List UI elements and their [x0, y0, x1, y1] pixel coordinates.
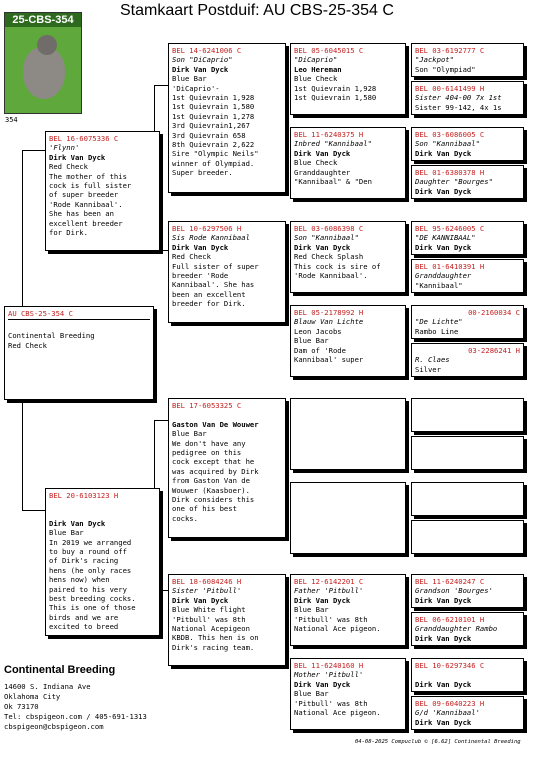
card-line: paired to his very — [49, 584, 127, 594]
ring-number: BEL 11-6240247 C — [415, 577, 485, 586]
ring-number: BEL 01-6410391 H — [415, 262, 485, 271]
card-line: Kannibaal' super — [294, 355, 364, 365]
sire-card[interactable] — [45, 131, 160, 251]
ring-number: BEL 11-6240160 H — [294, 661, 364, 670]
breeder-name: Dirk Van Dyck — [294, 148, 351, 158]
connector — [22, 150, 45, 151]
card-line: hens now) when — [49, 575, 110, 585]
contact-email[interactable]: cbspigeon@cbspigeon.com — [4, 722, 104, 731]
ring-number: BEL 95-6246005 C — [415, 224, 485, 233]
card-line: "Kannibaal" & "Den — [294, 177, 372, 187]
card-line: best breeding cocks. — [49, 594, 136, 604]
empty-card[interactable] — [411, 520, 524, 554]
card-line: G/d 'Kannibaal' — [415, 708, 480, 718]
great-grandparent-card[interactable] — [290, 43, 406, 115]
empty-card[interactable] — [290, 398, 406, 470]
ring-number: BEL 00-6141499 H — [415, 84, 485, 93]
card-line: Red Check — [8, 340, 47, 350]
ring-number: BEL 09-6040223 H — [415, 699, 485, 708]
ring-number: BEL 12-6142201 C — [294, 577, 364, 586]
card-line: Blue White flight — [172, 605, 246, 615]
card-line: Red Check Splash — [294, 252, 364, 262]
card-line: breeder for Dirk. — [172, 299, 246, 309]
card-line: was acquired by Dirk — [172, 466, 259, 476]
ring-number: BEL 01-6380378 H — [415, 168, 485, 177]
great-grandparent-card[interactable] — [290, 221, 406, 293]
card-line: In 2019 we arranged — [49, 537, 132, 547]
pigeon-head-shape — [37, 35, 57, 55]
breeder-name: Dirk Van Dyck — [172, 64, 229, 74]
print-meta: 04-08-2025 Compuclub © [6.62] Continental Breeding — [355, 739, 521, 745]
card-line: R. Claes — [415, 355, 450, 365]
ring-number: BEL 20-6103123 H — [49, 491, 119, 500]
breeder-name: Dirk Van Dyck — [172, 595, 229, 605]
ancestor-card[interactable] — [411, 127, 524, 161]
card-line: 'Rode Kannibaal'. — [294, 271, 368, 281]
card-line: Blue Bar — [172, 74, 207, 84]
card-line: Blauw Van Lichte — [294, 317, 364, 327]
card-line: 'Flynn' — [49, 143, 80, 153]
address-line: Oklahoma City — [4, 692, 61, 701]
breeder-name: Dirk Van Dyck — [294, 595, 351, 605]
card-line: Rambo Line — [415, 326, 459, 336]
card-line: cock except that he — [172, 457, 255, 467]
card-line: breeder 'Rode — [172, 271, 229, 281]
ring-number: BEL 03-6086398 C — [294, 224, 364, 233]
card-line: Mother 'Pitbull' — [294, 670, 364, 680]
breeder-name: Gaston Van De Wouwer — [172, 419, 259, 429]
ancestor-card[interactable] — [411, 165, 524, 199]
grandparent-card[interactable] — [168, 398, 286, 538]
address-line: 14600 S. Indiana Ave — [4, 682, 91, 691]
card-line: 1st Quievrain 1,278 — [172, 111, 255, 121]
divider — [8, 319, 150, 320]
connector — [22, 400, 23, 510]
card-line: of Dirk's racing — [49, 556, 119, 566]
card-line: "DiCaprio" — [294, 55, 338, 65]
card-line: Continental Breeding — [8, 331, 95, 341]
card-line: hens (he only races — [49, 565, 132, 575]
card-line: "Jackpot" — [415, 55, 454, 65]
breeder-name: Dirk Van Dyck — [415, 148, 472, 158]
card-line: Dam of 'Rode — [294, 345, 346, 355]
connector — [22, 150, 23, 310]
card-line: to buy a round off — [49, 547, 127, 557]
card-line: Wouwer (Kaasboer). — [172, 485, 250, 495]
grandparent-card[interactable] — [168, 574, 286, 666]
ring-number: AU CBS-25-354 C — [8, 309, 73, 318]
card-line: Red Check — [49, 162, 88, 172]
card-line: for Dirk. — [49, 228, 88, 238]
card-line: National Acepigeon — [172, 624, 250, 634]
card-line: of super breeder — [49, 190, 119, 200]
card-line: 'DiCaprio'- — [172, 83, 220, 93]
great-grandparent-card[interactable] — [290, 305, 406, 377]
card-line: Granddaughter — [415, 271, 472, 281]
ring-number: BEL 03-6192777 C — [415, 46, 485, 55]
card-line: Full sister of super — [172, 261, 259, 271]
card-line: Granddaughter Rambo — [415, 624, 498, 634]
card-line: 1st Quievrain 1,928 — [172, 93, 255, 103]
ancestor-card[interactable] — [411, 43, 524, 77]
breeder-loft-name: Continental Breeding — [4, 664, 116, 676]
card-line: 8th Quievrain 2,622 — [172, 140, 255, 150]
card-line: from Gaston Van de — [172, 476, 250, 486]
ancestor-card[interactable] — [411, 81, 524, 115]
card-line: Dirk considers this — [172, 495, 255, 505]
ring-number: BEL 17-6053325 C — [172, 401, 242, 410]
grandparent-card[interactable] — [168, 43, 286, 193]
card-line: Sister 99-142, 4x 1s — [415, 102, 502, 112]
ring-number: BEL 03-6086005 C — [415, 130, 485, 139]
card-line: Super breeder. — [172, 168, 233, 178]
card-line: pedigree on this — [172, 448, 242, 458]
card-line: 'Pitbull' was 8th — [172, 614, 246, 624]
great-grandparent-card[interactable] — [290, 574, 406, 646]
card-line: National Ace pigeon. — [294, 708, 381, 718]
ring-number: BEL 05-6045015 C — [294, 46, 364, 55]
card-line: This is one of those — [49, 603, 136, 613]
ring-number: BEL 18-6084246 H — [172, 577, 242, 586]
card-line: 1st Quievrain 1,928 — [294, 83, 377, 93]
card-line: Son "DiCaprio" — [172, 55, 233, 65]
breeder-name: Dirk Van Dyck — [172, 242, 229, 252]
address-line: Ok 73170 — [4, 702, 39, 711]
contact-phone-web[interactable]: Tel: cbspigeon.com / 405-691-1313 — [4, 712, 147, 721]
card-line: excellent breeder — [49, 218, 123, 228]
breeder-name: Dirk Van Dyck — [294, 679, 351, 689]
card-line: 1st Quievrain 1,580 — [172, 102, 255, 112]
card-line: 'Rode Kannibaal'. — [49, 199, 123, 209]
card-line: Son "Olympiad" — [415, 64, 476, 74]
photo-tag: 25-CBS-354 — [5, 13, 81, 27]
page-title: Stamkaart Postduif: AU CBS-25-354 C — [120, 2, 394, 19]
ancestor-card[interactable] — [411, 259, 524, 293]
ring-number: BEL 14-6241006 C — [172, 46, 242, 55]
card-line: Blue Check — [294, 74, 338, 84]
card-line: 3rd Quievrain1,267 — [172, 121, 250, 131]
card-line: Father 'Pitbull' — [294, 586, 364, 596]
card-line: Sister 'Pitbull' — [172, 586, 242, 596]
card-line: "Kannibaal" — [415, 280, 463, 290]
card-line: This cock is sire of — [294, 261, 381, 271]
connector — [154, 85, 168, 86]
card-line: been an excellent — [172, 289, 246, 299]
ancestor-card[interactable] — [411, 658, 524, 692]
ring-number: BEL 10-6297506 H — [172, 224, 242, 233]
breeder-name: Leon Jacobs — [294, 326, 342, 336]
breeder-name: Dirk Van Dyck — [49, 518, 106, 528]
ancestor-card[interactable] — [411, 574, 524, 608]
card-line: We don't have any — [172, 438, 246, 448]
breeder-name: Dirk Van Dyck — [415, 679, 472, 689]
contact-block — [4, 682, 147, 732]
breeder-name: Dirk Van Dyck — [415, 595, 472, 605]
card-line: Kannibaal'. She has — [172, 280, 255, 290]
breeder-name: Dirk Van Dyck — [49, 152, 106, 162]
card-line: Son "Kannibaal" — [415, 139, 480, 149]
card-line: 'Pitbull' was 8th — [294, 614, 368, 624]
card-line: "DE KANNIBAAL" — [415, 233, 476, 243]
card-line: birds and we are — [49, 612, 119, 622]
card-line: Granddaughter — [294, 167, 351, 177]
connector — [22, 510, 45, 511]
card-line: winner of Olympiad. — [172, 158, 255, 168]
great-grandparent-card[interactable] — [290, 658, 406, 730]
card-line: She has been an — [49, 209, 114, 219]
dam-card[interactable] — [45, 488, 160, 636]
card-line: Sister 404-00 7x 1st — [415, 93, 502, 103]
card-line: Silver — [415, 364, 441, 374]
ring-number: BEL 06-6210101 H — [415, 615, 485, 624]
card-line: 3rd Quievrain 658 — [172, 130, 246, 140]
card-line: Sire "Olympic Neils" — [172, 149, 259, 159]
card-line: Son "Kannibaal" — [294, 233, 359, 243]
card-line: Dirk's racing team. — [172, 642, 255, 652]
grandparent-card[interactable] — [168, 221, 286, 323]
card-line: "De Lichte" — [415, 317, 463, 327]
card-line: National Ace pigeon. — [294, 624, 381, 634]
ring-number: BEL 16-6075336 C — [49, 134, 119, 143]
connector — [154, 420, 168, 421]
ancestor-card[interactable] — [411, 343, 524, 377]
photo-caption: 354 — [5, 116, 18, 124]
card-line: 1st Quievrain 1,580 — [294, 93, 377, 103]
ring-number: BEL 10-6297346 C — [415, 661, 485, 670]
ring-number: BEL 05-2178992 H — [294, 308, 364, 317]
card-line: 'Pitbull' was 8th — [294, 698, 368, 708]
breeder-name: Dirk Van Dyck — [415, 242, 472, 252]
subject-card[interactable] — [4, 306, 154, 400]
card-line: cocks. — [172, 513, 198, 523]
pigeon-photo — [4, 12, 82, 114]
breeder-name: Dirk Van Dyck — [415, 633, 472, 643]
card-line: Blue Check — [294, 158, 338, 168]
ring-number: BEL 11-6240375 H — [294, 130, 364, 139]
breeder-name: Dirk Van Dyck — [415, 186, 472, 196]
card-line: Red Check — [172, 252, 211, 262]
card-line: Blue Bar — [294, 336, 329, 346]
card-line: The mother of this — [49, 171, 127, 181]
empty-card[interactable] — [290, 482, 406, 554]
card-line — [49, 500, 156, 509]
great-grandparent-card[interactable] — [290, 127, 406, 199]
empty-card[interactable] — [411, 436, 524, 470]
card-line: Sis Rode Kannibaal — [172, 233, 250, 243]
card-line — [172, 410, 282, 419]
empty-card[interactable] — [411, 398, 524, 432]
card-line: one of his best — [172, 504, 237, 514]
ring-number: 00-2160034 C — [468, 308, 520, 317]
ancestor-card[interactable] — [411, 305, 524, 339]
card-line — [415, 670, 520, 679]
breeder-name: Dirk Van Dyck — [415, 717, 472, 727]
card-line: Blue Bar — [294, 605, 329, 615]
ancestor-card[interactable] — [411, 696, 524, 730]
ring-number: 03-2286241 H — [468, 346, 520, 355]
card-line: excited to breed — [49, 622, 119, 632]
ancestor-card[interactable] — [411, 612, 524, 646]
empty-card[interactable] — [411, 482, 524, 516]
ancestor-card[interactable] — [411, 221, 524, 255]
card-line: Inbred "Kannibaal" — [294, 139, 372, 149]
breeder-name: Dirk Van Dyck — [294, 242, 351, 252]
card-line: Blue Bar — [294, 689, 329, 699]
card-line: KBDB. This hen is on — [172, 633, 259, 643]
card-line: Blue Bar — [49, 528, 84, 538]
card-line: Blue Bar — [172, 429, 207, 439]
breeder-name: Leo Hereman — [294, 64, 342, 74]
card-line: Grandson 'Bourges' — [415, 586, 493, 596]
card-line: cock is full sister — [49, 181, 132, 191]
card-line: Daughter "Bourges" — [415, 177, 493, 187]
